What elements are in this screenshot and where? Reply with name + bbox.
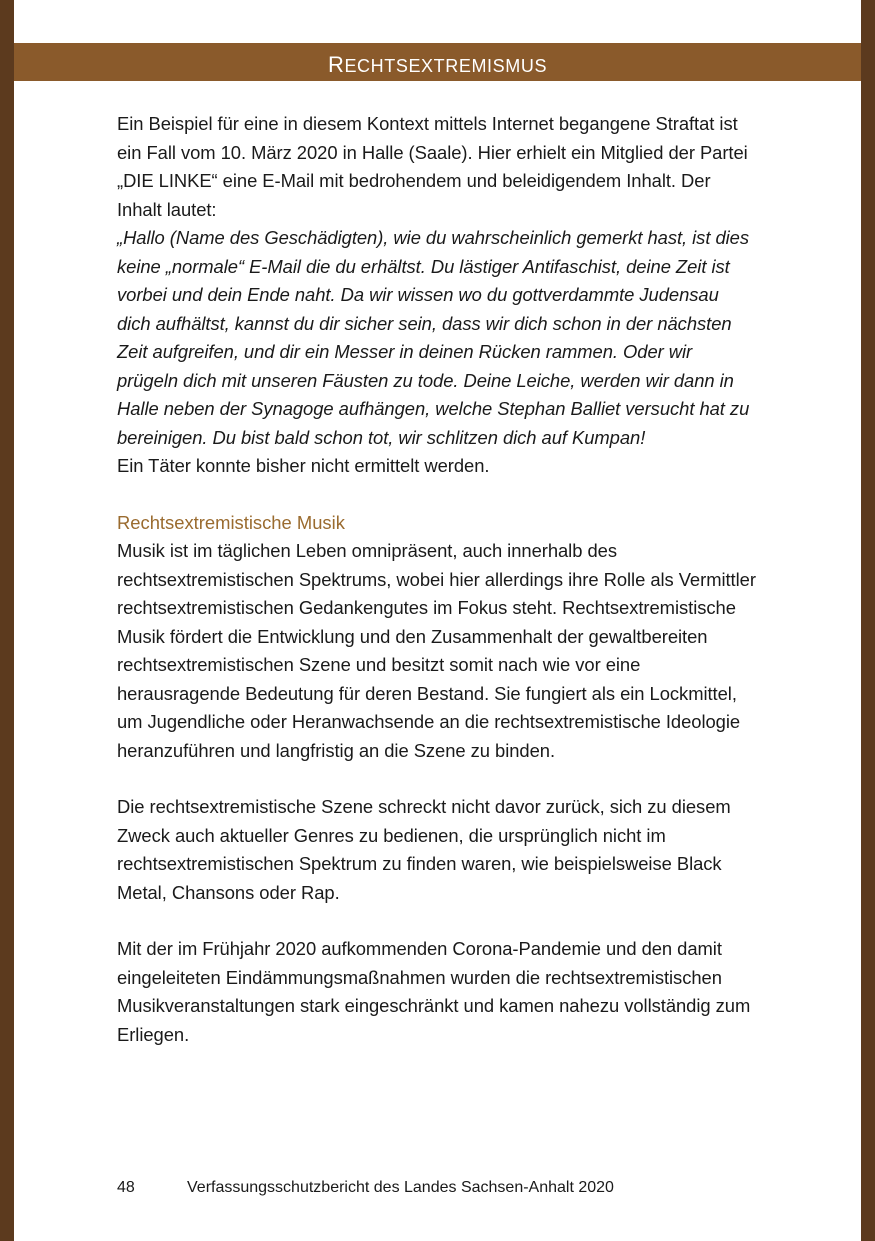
- footer-report-title: Verfassungsschutzbericht des Landes Sachsen-Anhalt 2020: [187, 1179, 614, 1196]
- page-content: [117, 110, 757, 1049]
- page-footer: [117, 1179, 817, 1197]
- page-spine-left: [0, 0, 14, 1241]
- intro-paragraph: Ein Beispiel für eine in diesem Kontext mittels Internet begangene Straftat ist ein Fall vom 10. März 2020 in Halle (Saale). Hier erhielt ein Mitglied der Partei „DIE LINKE“ eine E-Mail mit bedrohendem und beleidigendem Inhalt. Der Inhalt lautet:: [117, 113, 748, 220]
- quoted-email-text: „Hallo (Name des Geschädigten), wie du wahrscheinlich gemerkt hast, ist dies keine „normale“ E-Mail die du erhältst. Du lästiger Antifaschist, deine Zeit ist vorbei und dein Ende naht. Da wir wissen wo du gottverdammte Judensau dich aufhältst, kannst du dir sicher sein, dass wir dich schon in der nächsten Zeit aufgreifen, und dir ein Messer in deinen Rücken rammen. Oder wir prügeln dich mit unseren Fäusten zu tode. Deine Leiche, werden wir dann in Halle neben der Synagoge aufhängen, welche Stephan Balliet versucht hat zu bereinigen. Du bist bald schon tot, wir schlitzen dich auf Kumpan!: [117, 227, 750, 448]
- footer-page-number: 48: [117, 1179, 135, 1196]
- music-paragraph-1: Musik ist im täglichen Leben omnipräsent, auch innerhalb des rechtsextremistischen Spektrums, wobei hier allerdings ihre Rolle als Vermittler rechtsextremistischen Gedankengutes im Fokus steht. Rechtsextremistische Musik fördert die Entwicklung und den Zusammenhalt der gewaltbereiten rechtsextremistischen Szene und besitzt somit nach wie vor eine herausragende Bedeutung für deren Bestand. Sie fungiert als ein Lockmittel, um Jugendliche oder Heranwachsende an die rechtsextremistische Ideologie heranzuführen und langfristig an die Szene zu binden.: [117, 540, 756, 761]
- paragraph-spacer: [117, 765, 757, 793]
- paragraph-spacer: [117, 907, 757, 935]
- running-header: [14, 43, 861, 81]
- page-spine-right: [861, 0, 875, 1241]
- music-paragraph-3: Mit der im Frühjahr 2020 aufkommenden Corona-Pandemie und den damit eingeleiteten Eindämmungsmaßnahmen wurden die rechtsextremistischen Musikveranstaltungen stark eingeschränkt und kamen nahezu vollständig zum Erliegen.: [117, 938, 751, 1045]
- music-paragraph-2: Die rechtsextremistische Szene schreckt nicht davor zurück, sich zu diesem Zweck auch aktueller Genres zu bedienen, die ursprünglich nicht im rechtsextremistischen Spektrum zu finden waren, wie beispielsweise Black Metal, Chansons oder Rap.: [117, 796, 731, 903]
- after-quote-paragraph: Ein Täter konnte bisher nicht ermittelt werden.: [117, 455, 490, 476]
- paragraph-spacer: [117, 481, 757, 509]
- running-header-title: rechtsextremismus: [327, 43, 548, 79]
- section-heading-music: Rechtsextremistische Musik: [117, 511, 345, 533]
